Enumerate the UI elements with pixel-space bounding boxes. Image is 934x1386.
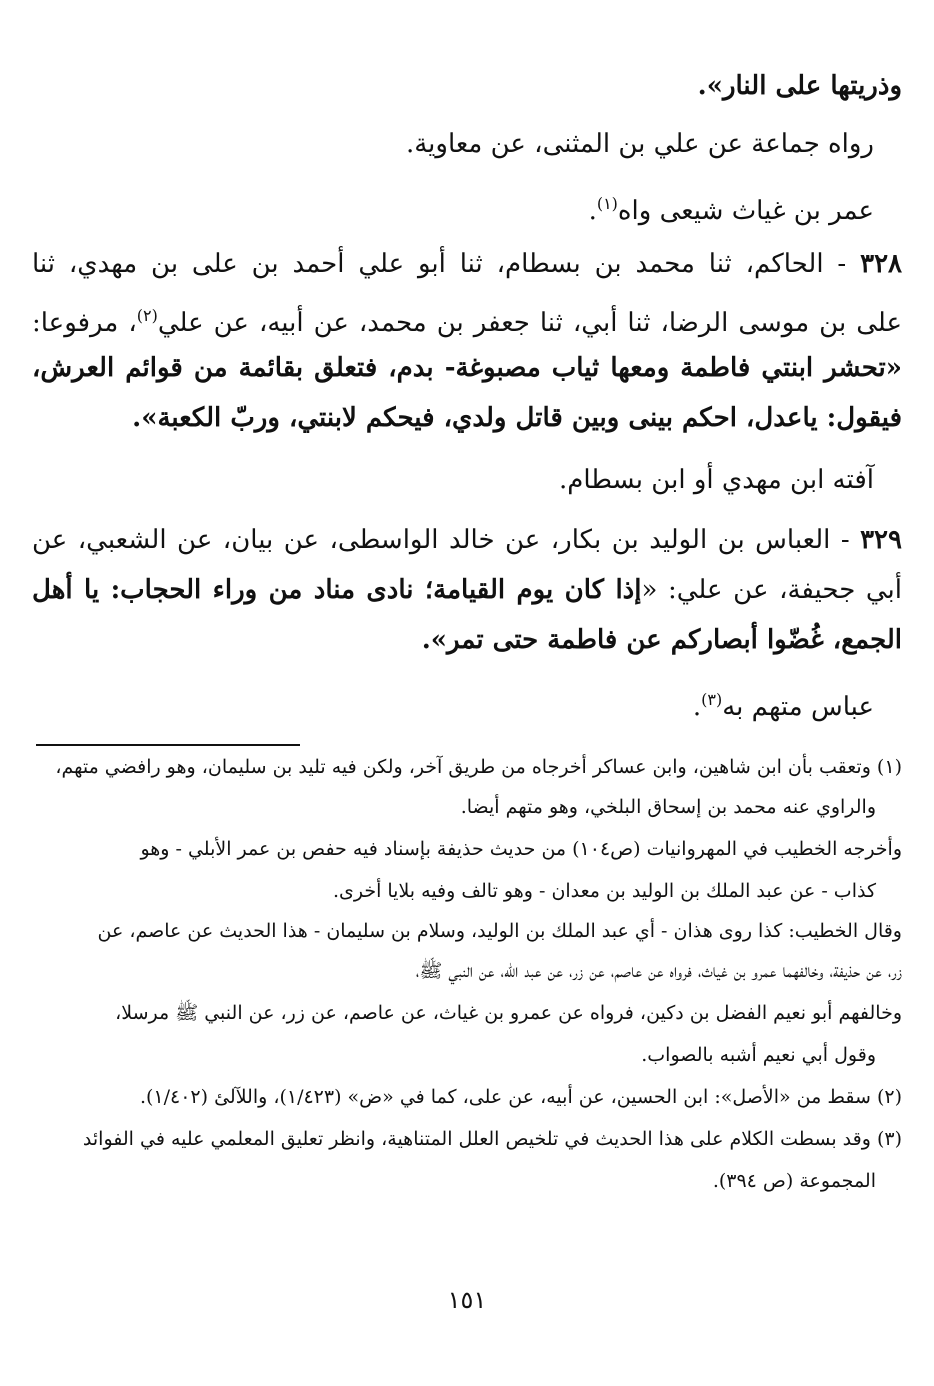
hadith-329-line-1 <box>32 520 902 560</box>
text-run: . <box>588 196 597 226</box>
text-run: «تحشر ابنتي فاطمة ومعها ثياب مصبوغة- بدم، فتعلق بقائمة من قوائم العرش، <box>32 353 902 383</box>
quote-closing-line <box>124 66 902 106</box>
text-run: (١) وتعقب بأن ابن شاهين، وابن عساكر أخرجاه من طريق آخر، ولكن فيه تليد بن سليمان، وهو رافضي متهم، <box>55 756 902 778</box>
hadith-328-line-3 <box>32 348 902 388</box>
footnote-1-line-8 <box>32 1040 876 1070</box>
text-run: وقال الخطيب: كذا روى هذان - أي عبد الملك بن الوليد، وسلام بن سليمان - هذا الحديث عن عاصم، عن <box>97 920 902 942</box>
text-run: آفته ابن مهدي أو ابن بسطام. <box>559 465 874 495</box>
footnote-2 <box>32 1082 902 1112</box>
footnote-ref-1[interactable]: (١) <box>596 194 618 213</box>
footnote-3-line-1 <box>32 1124 902 1154</box>
text-run: وذريتها على النار». <box>697 71 902 101</box>
text-run: عباس متهم به <box>722 692 874 722</box>
text-run: وقول أبي نعيم أشبه بالصواب. <box>641 1044 876 1066</box>
text-run: رواه جماعة عن علي بن المثنى، عن معاوية. <box>405 129 874 159</box>
footnote-separator <box>36 744 300 746</box>
hadith-328-line-2 <box>32 296 902 343</box>
text-run: ، مرفوعا: <box>32 308 137 338</box>
text-run: . <box>692 692 702 722</box>
hadith-329-comment <box>124 680 874 727</box>
text-run: عمر بن غياث شيعى واه <box>617 196 874 226</box>
hadith-328-line-1 <box>32 244 902 284</box>
hadith-number-329: ٣٢٩ <box>860 525 902 555</box>
footnote-ref-3[interactable]: (٣) <box>701 690 723 709</box>
narration-line <box>124 124 874 164</box>
footnote-1-line-7 <box>32 998 902 1028</box>
text-run: أبي جحيفة، عن علي: « <box>641 575 903 605</box>
text-run: فيقول: ياعدل، احكم بينى وبين قاتل ولدي، فيحكم لابنتي، وربّ الكعبة». <box>132 403 902 433</box>
text-run: إذا كان يوم القيامة؛ نادى مناد من وراء الحجاب: يا أهل <box>32 575 642 605</box>
text-run: (٢) سقط من «الأصل»: ابن الحسين، عن أبيه، عن على، كما في «ض» (١/٤٢٣)، واللآلئ (١/٤٠٢). <box>139 1086 902 1108</box>
hadith-328-comment <box>124 460 874 500</box>
text-run: الجمع، غُضّوا أبصاركم عن فاطمة حتى تمر». <box>421 625 902 655</box>
footnote-1-line-4 <box>32 876 876 906</box>
hadith-329-line-2 <box>32 570 902 610</box>
hadith-328-line-4 <box>124 398 902 438</box>
text-run: (٣) وقد بسطت الكلام على هذا الحديث في تلخيص العلل المتناهية، وانظر تعليق المعلمي عليه في الفوائد <box>82 1128 902 1150</box>
text-run: المجموعة (ص ٣٩٤). <box>712 1170 876 1192</box>
footnote-3-line-2 <box>32 1166 876 1196</box>
hadith-number-328: ٣٢٨ <box>860 249 903 279</box>
narrator-comment <box>124 184 874 231</box>
hadith-329-line-3 <box>124 620 902 660</box>
footnote-ref-2[interactable]: (٢) <box>136 306 158 325</box>
text-run: زر، عن حذيفة، وخالفهما عمرو بن غياث، فرواه عن عاصم، عن زر، عن عبد الله، عن النبي ﷺ، <box>415 960 902 982</box>
footnote-1-line-1 <box>32 752 902 782</box>
footnote-1-line-2 <box>32 792 876 822</box>
text-run: - العباس بن الوليد بن بكار، عن خالد الواسطى، عن بيان، عن الشعبي، عن <box>32 525 850 555</box>
text-run: والراوي عنه محمد بن إسحاق البلخي، وهو متهم أيضا. <box>460 796 876 818</box>
text-run: على بن موسى الرضا، ثنا أبي، ثنا جعفر بن محمد، عن أبيه، عن علي <box>157 308 902 338</box>
page-number: ١٥١ <box>447 1286 487 1314</box>
footnote-1-line-3 <box>32 834 902 864</box>
text-run: وخالفهم أبو نعيم الفضل بن دكين، فرواه عن عمرو بن غياث، عن عاصم، عن زر، عن النبي ﷺ مرسلا، <box>115 1002 902 1024</box>
text-run: كذاب - عن عبد الملك بن الوليد بن معدان - وهو تالف وفيه بلايا أخرى. <box>332 880 876 902</box>
text-run: - الحاكم، ثنا محمد بن بسطام، ثنا أبو علي أحمد بن على بن مهدي، ثنا <box>32 249 847 279</box>
footnote-1-line-5 <box>32 916 902 946</box>
text-run: وأخرجه الخطيب في المهروانيات (ص١٠٤) من حديث حذيفة بإسناد فيه حفص بن عمر الأبلي - وهو <box>140 838 902 860</box>
footnote-1-line-6 <box>32 956 902 986</box>
